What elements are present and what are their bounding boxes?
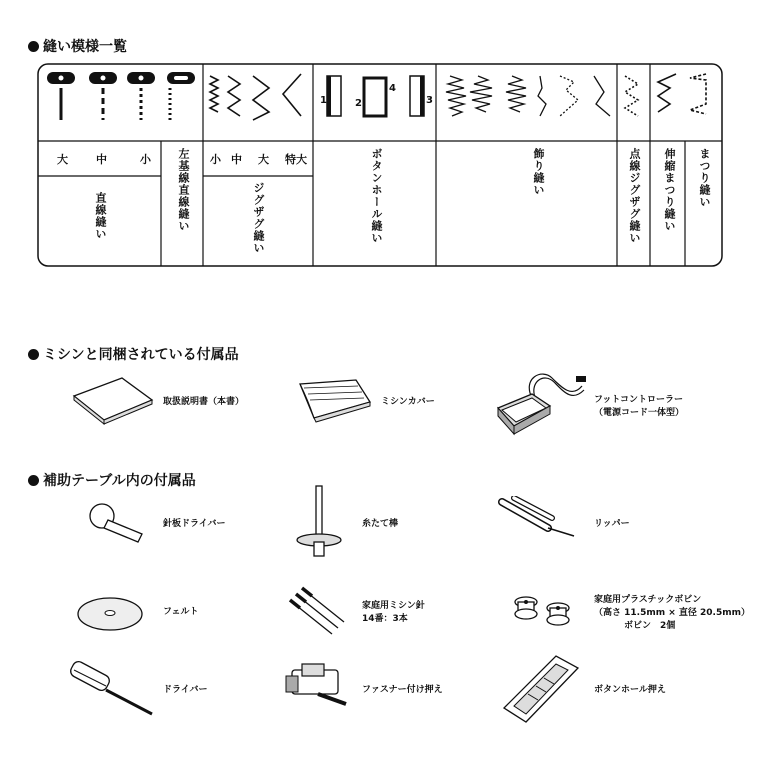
plate-driver-icon: [84, 500, 148, 548]
zipper-foot-icon: [282, 660, 354, 710]
spool-pin-icon: [294, 484, 350, 560]
screwdriver-label: ドライバー: [163, 685, 208, 695]
felt-label: フェルト: [163, 607, 199, 617]
size-medium-label: 中: [96, 153, 107, 166]
blind-stitch-icon: [690, 74, 706, 114]
pattern-section-title: 縫い模様一覧: [28, 36, 127, 56]
bobbin-icon: [508, 590, 578, 630]
buttonhole-step-4: 4: [389, 83, 396, 94]
buttonhole-stitch-label: ボタンホール縫い: [370, 148, 383, 244]
zigzag-stitch-icons: [210, 74, 301, 120]
bobbin-label: 家庭用プラスチックボビン （高さ 11.5mm × 直径 20.5mm） ボビン 2個: [594, 595, 750, 631]
needle-position-icon: [127, 72, 155, 120]
table-section-title: 補助テーブル内の付属品: [28, 470, 196, 490]
buttonhole-icons: [327, 76, 424, 116]
straight-stitch-icons: [47, 72, 195, 120]
cover-label: ミシンカバー: [381, 397, 435, 407]
size-small-label: 小: [140, 153, 151, 166]
buttonhole-step-3: 3: [426, 95, 433, 106]
bullet-icon: [28, 475, 39, 486]
zigzag-small-label: 小: [210, 153, 221, 166]
included-section-title: ミシンと同梱されている付属品: [28, 344, 239, 364]
needle-position-icon: [167, 72, 195, 120]
manual-label: 取扱説明書（本書）: [163, 397, 245, 407]
buttonhole-foot-icon: [498, 650, 584, 728]
dotted-zigzag-label: 点線ジグザグ縫い: [628, 148, 641, 244]
needles-icon: [284, 584, 348, 640]
zigzag-large-label: 大: [258, 153, 269, 166]
foot-controller-label: フットコントローラー （電源コード一体型）: [594, 395, 685, 418]
bullet-icon: [28, 349, 39, 360]
buttonhole-foot-label: ボタンホール押え: [594, 685, 666, 695]
dotted-zigzag-icon: [625, 76, 638, 116]
buttonhole-step-2: 2: [355, 98, 362, 109]
needle-position-icon: [89, 72, 117, 120]
screwdriver-icon: [66, 660, 156, 716]
blind-stitch-label: まつり縫い: [698, 148, 711, 208]
zipper-foot-label: ファスナー付け押え: [362, 685, 443, 695]
zigzag-stitch-label: ジグザグ縫い: [252, 182, 265, 254]
zigzag-xl-label: 特大: [285, 153, 307, 166]
cover-icon: [294, 376, 374, 424]
buttonhole-step-1: 1: [320, 95, 327, 106]
plate-driver-label: 針板ドライバー: [163, 519, 226, 529]
seam-ripper-label: リッパー: [594, 519, 630, 529]
zigzag-mid-label: 中: [231, 153, 242, 166]
decorative-stitch-icons: [446, 76, 610, 116]
size-large-label: 大: [57, 153, 68, 166]
seam-ripper-icon: [496, 496, 580, 540]
felt-icon: [74, 594, 146, 634]
stretch-blind-label: 伸縮まつり縫い: [663, 148, 676, 232]
left-straight-stitch-label: 左基線直線縫い: [177, 148, 190, 232]
manual-icon: [70, 374, 156, 426]
needles-label: 家庭用ミシン針 14番：3本: [362, 601, 425, 624]
needle-position-icon: [47, 72, 75, 120]
stretch-blind-icon: [658, 74, 676, 112]
straight-stitch-label: 直線縫い: [94, 192, 107, 240]
spool-pin-label: 糸たて棒: [362, 519, 399, 529]
decorative-stitch-label: 飾り縫い: [532, 148, 545, 196]
foot-controller-icon: [492, 358, 592, 438]
